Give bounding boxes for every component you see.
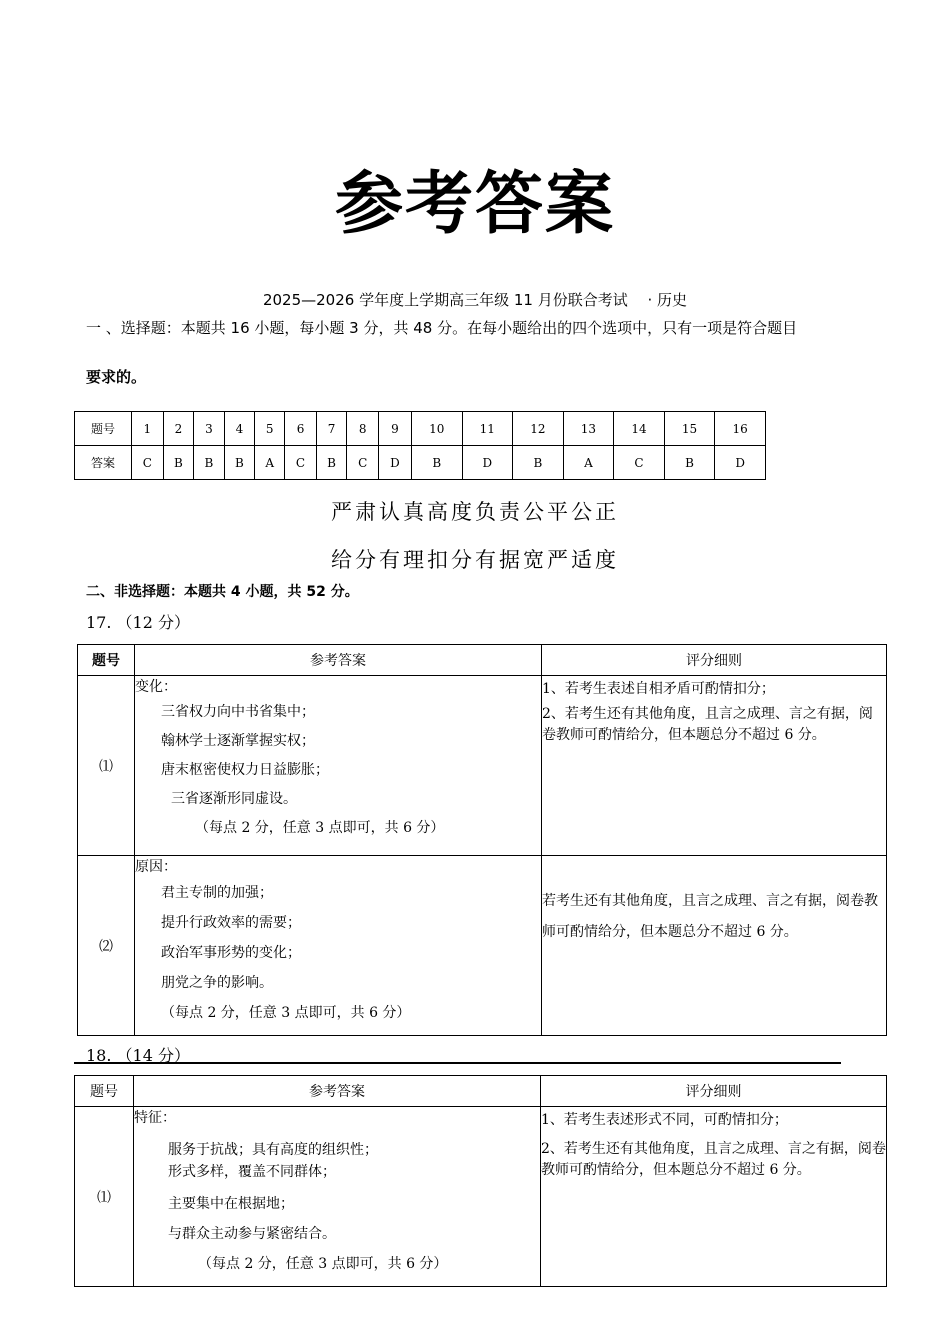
- answer-line: 政治军事形势的变化；: [161, 945, 301, 961]
- mc-answer-cell: D: [715, 446, 766, 480]
- answer-line: 三省权力向中书省集中；: [161, 704, 315, 720]
- section1-heading: 一 、选择题：本题共 16 小题，每小题 3 分，共 48 分。在每小题给出的四个选项中，只有一项是符合题目: [86, 319, 798, 337]
- q18-part1-answer: [134, 1107, 541, 1287]
- multiple-choice-answer-table: [74, 411, 766, 480]
- answer-line: 特征：: [134, 1110, 176, 1126]
- mc-answer-cell: C: [347, 446, 379, 480]
- page-title: 参考答案: [334, 165, 615, 244]
- col-header-notes: 评分细则: [541, 1076, 887, 1107]
- note-line: 1、若考生表述形式不同，可酌情扣分；: [541, 1112, 788, 1128]
- mc-question-number: 8: [347, 412, 379, 446]
- note-line: 若考生还有其他角度，且言之成理、言之有据，阅卷教师可酌情给分，但本题总分不超过 6 分。: [542, 893, 878, 940]
- q17-part2-notes: [542, 856, 887, 1036]
- q17-scoring-table: [77, 644, 887, 1036]
- exam-subtitle: 2025—2026 学年度上学期高三年级 11 月份联合考试 · 历史: [262, 291, 688, 309]
- mc-answer-cell: B: [513, 446, 564, 480]
- mc-row-label-answer: 答案: [75, 446, 132, 480]
- q17-part1-notes: [542, 676, 887, 856]
- answer-line: 原因：: [135, 859, 177, 875]
- mc-answer-cell: D: [462, 446, 513, 480]
- answer-line: 服务于抗战；具有高度的组织性；: [168, 1142, 378, 1158]
- col-header-number: 题号: [75, 1076, 134, 1107]
- mc-question-number: 16: [715, 412, 766, 446]
- mc-question-number: 2: [163, 412, 194, 446]
- mc-answer-cell: B: [664, 446, 715, 480]
- mc-question-number: 10: [411, 412, 462, 446]
- answer-line: 君主专制的加强；: [161, 885, 273, 901]
- mc-question-number: 9: [378, 412, 411, 446]
- mc-row-label-number: 题号: [75, 412, 132, 446]
- mc-question-number: 15: [664, 412, 715, 446]
- mc-answer-cell: C: [132, 446, 164, 480]
- mc-question-number: 5: [255, 412, 285, 446]
- mc-answer-cell: B: [163, 446, 194, 480]
- answer-line: 变化：: [135, 679, 177, 695]
- note-line: 1、若考生表述自相矛盾可酌情扣分；: [542, 681, 775, 697]
- mc-question-number: 12: [513, 412, 564, 446]
- slogan-line-1: 严肃认真高度负责公平公正: [331, 500, 619, 524]
- q17-part2-answer: [135, 856, 542, 1036]
- mc-question-number: 13: [563, 412, 614, 446]
- mc-answer-cell: B: [411, 446, 462, 480]
- section1-heading-continuation: 要求的。: [86, 368, 147, 386]
- mc-answer-cell: C: [614, 446, 665, 480]
- q18-scoring-table: [74, 1075, 887, 1287]
- mc-question-number: 11: [462, 412, 513, 446]
- answer-line: 翰林学士逐渐掌握实权；: [161, 733, 315, 749]
- q17-part1-answer: [135, 676, 542, 856]
- divider-line: [74, 1062, 841, 1064]
- col-header-number: 题号: [78, 645, 135, 676]
- col-header-answer: 参考答案: [135, 645, 542, 676]
- col-header-answer: 参考答案: [134, 1076, 541, 1107]
- answer-line: 提升行政效率的需要；: [161, 915, 301, 931]
- mc-answer-cell: D: [378, 446, 411, 480]
- answer-line: 主要集中在根据地；: [168, 1196, 294, 1212]
- q17-part1-number: ⑴: [78, 676, 135, 856]
- mc-answer-cell: A: [255, 446, 285, 480]
- answer-line: 与群众主动参与紧密结合。: [168, 1226, 336, 1242]
- col-header-notes: 评分细则: [542, 645, 887, 676]
- answer-scoring-line: （每点 2 分，任意 3 点即可，共 6 分）: [161, 1005, 411, 1021]
- answer-line: 朋党之争的影响。: [161, 975, 273, 991]
- mc-question-number: 6: [285, 412, 317, 446]
- q17-part2-number: ⑵: [78, 856, 135, 1036]
- q18-part1-number: ⑴: [75, 1107, 134, 1287]
- mc-answer-cell: B: [316, 446, 347, 480]
- note-line: 2、若考生还有其他角度，且言之成理、言之有据，阅卷教师可酌情给分，但本题总分不超过 6 分。: [541, 1141, 886, 1178]
- mc-answer-cell: C: [285, 446, 317, 480]
- mc-question-number: 3: [194, 412, 225, 446]
- q18-part1-notes: [541, 1107, 887, 1287]
- q17-heading: 17. （12 分）: [86, 613, 190, 632]
- mc-question-number: 4: [224, 412, 255, 446]
- answer-scoring-line: （每点 2 分，任意 3 点即可，共 6 分）: [198, 1256, 448, 1272]
- answer-scoring-line: （每点 2 分，任意 3 点即可，共 6 分）: [195, 820, 445, 836]
- answer-line: 唐末枢密使权力日益膨胀；: [161, 762, 329, 778]
- mc-question-number: 14: [614, 412, 665, 446]
- slogan-line-2: 给分有理扣分有据宽严适度: [331, 548, 619, 572]
- mc-answer-cell: A: [563, 446, 614, 480]
- mc-answer-cell: B: [194, 446, 225, 480]
- mc-answer-cell: B: [224, 446, 255, 480]
- section2-heading: 二、非选择题：本题共 4 小题，共 52 分。: [86, 584, 359, 600]
- q18-heading: 18. （14 分）: [86, 1046, 190, 1065]
- note-line: 2、若考生还有其他角度，且言之成理、言之有据，阅卷教师可酌情给分，但本题总分不超过 6 分。: [542, 706, 873, 743]
- answer-line: 形式多样，覆盖不同群体；: [168, 1164, 336, 1180]
- mc-question-number: 1: [132, 412, 164, 446]
- mc-question-number: 7: [316, 412, 347, 446]
- answer-line: 三省逐渐形同虚设。: [171, 791, 297, 807]
